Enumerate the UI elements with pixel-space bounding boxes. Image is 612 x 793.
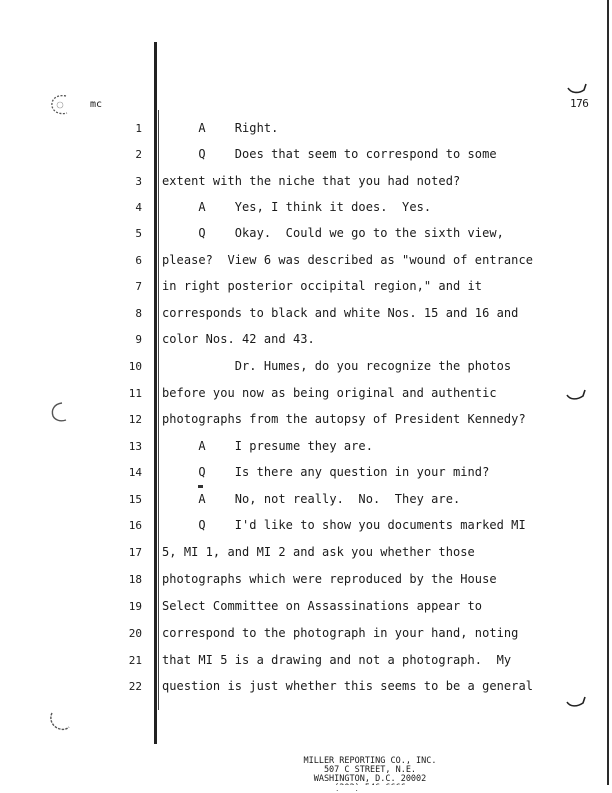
transcript-line: Dr. Humes, do you recognize the photos (162, 359, 512, 373)
line-number: 21 (128, 654, 142, 667)
check-mark-icon (565, 388, 587, 404)
line-number: 10 (128, 360, 142, 373)
line-number: 1 (135, 122, 142, 135)
reporter-initials: mc (90, 99, 103, 110)
binder-hole-icon (48, 400, 74, 426)
line-number: 16 (128, 519, 142, 532)
footer-street: 507 C STREET, N.E. (323, 765, 417, 775)
transcript-line: corresponds to black and white Nos. 15 and 16 and (162, 306, 519, 320)
check-mark-icon (565, 695, 587, 711)
transcript-line: in right posterior occipital region," and it (162, 279, 483, 293)
transcript-line: please? View 6 was described as "wound of entrance (162, 253, 534, 267)
line-number: 8 (135, 307, 142, 320)
line-number: 4 (135, 201, 142, 214)
check-mark-icon (566, 82, 588, 98)
stray-mark-icon (197, 484, 205, 490)
line-number: 19 (128, 600, 142, 613)
binder-hole-icon (46, 710, 74, 734)
footer-city: WASHINGTON, D.C. 20002 (313, 774, 427, 784)
page-edge-line (607, 0, 609, 790)
transcript-line: photographs from the autopsy of President Kennedy? (162, 412, 526, 426)
transcript-line: A I presume they are. (162, 439, 373, 453)
transcript-line: Q Does that seem to correspond to some (162, 147, 497, 161)
margin-rule-inner (158, 110, 159, 710)
line-number: 11 (128, 387, 142, 400)
transcript-line: before you now as being original and authentic (162, 386, 497, 400)
line-number: 20 (128, 627, 142, 640)
line-number: 3 (135, 175, 142, 188)
transcript-line: Q Okay. Could we go to the sixth view, (162, 226, 504, 240)
transcript-line: A No, not really. No. They are. (162, 492, 461, 506)
transcript-line: A Yes, I think it does. Yes. (162, 200, 432, 214)
line-number: 14 (128, 466, 142, 479)
line-number: 7 (135, 280, 142, 293)
page-crop (0, 785, 612, 790)
binder-hole-icon (48, 92, 74, 118)
line-number: 2 (135, 148, 142, 161)
line-number: 5 (135, 227, 142, 240)
line-number: 6 (135, 254, 142, 267)
line-number: 15 (128, 493, 142, 506)
transcript-line: 5, MI 1, and MI 2 and ask you whether those (162, 545, 475, 559)
transcript-line: A Right. (162, 121, 279, 135)
footer-company: MILLER REPORTING CO., INC. (303, 756, 437, 766)
line-number: 17 (128, 546, 142, 559)
margin-rule (154, 42, 157, 744)
line-number: 13 (128, 440, 142, 453)
line-number: 22 (128, 680, 142, 693)
page-number: 176 (570, 97, 589, 110)
transcript-line: Q I'd like to show you documents marked MI (162, 518, 526, 532)
transcript-line: color Nos. 42 and 43. (162, 332, 315, 346)
transcript-line: question is just whether this seems to be a general (162, 679, 534, 693)
transcript-line: extent with the niche that you had noted? (162, 174, 461, 188)
transcript-line: Q Is there any question in your mind? (162, 465, 490, 479)
line-number: 9 (135, 333, 142, 346)
line-number: 18 (128, 573, 142, 586)
transcript-line: correspond to the photograph in your hand, noting (162, 626, 519, 640)
line-number: 12 (128, 413, 142, 426)
transcript-line: photographs which were reproduced by the House (162, 572, 497, 586)
transcript-line: that MI 5 is a drawing and not a photograph. My (162, 653, 512, 667)
transcript-line: Select Committee on Assassinations appear to (162, 599, 483, 613)
